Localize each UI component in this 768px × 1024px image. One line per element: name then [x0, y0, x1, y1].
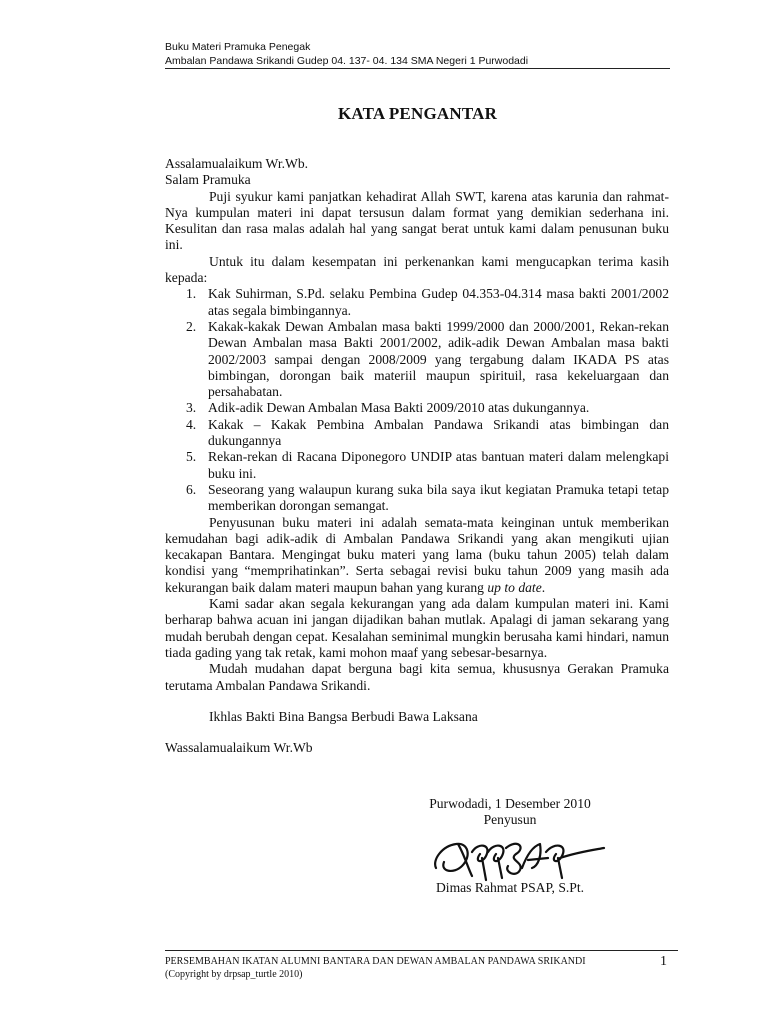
list-item: 3. Adik-adik Dewan Ambalan Masa Bakti 2009/2010 atas dukungannya.	[186, 400, 590, 416]
signer-role: Penyusun	[483, 812, 537, 828]
page-number: 1	[660, 954, 667, 969]
footer-line-2: (Copyright by drpsap_turtle 2010)	[165, 969, 303, 980]
header-divider	[165, 68, 670, 69]
list-item: 5. Rekan-rekan di Racana Diponegoro UNDIP atas bantuan materi dalam melengkapi buku ini.	[186, 449, 669, 481]
list-item: 4. Kakak – Kakak Pembina Ambalan Pandawa Srikandi atas bimbingan dan dukungannya	[186, 416, 669, 449]
page-title: KATA PENGANTAR	[337, 104, 498, 123]
closing-greeting: Wassalamualaikum Wr.Wb	[165, 740, 313, 756]
paragraph-2: Untuk itu dalam kesempatan ini perkenankan kami mengucapkan terima kasih kepada:	[165, 253, 669, 286]
italic-phrase: up to date	[487, 579, 542, 595]
footer-line-1: PERSEMBAHAN IKATAN ALUMNI BANTARA DAN DEWAN AMBALAN PANDAWA SRIKANDI	[165, 956, 586, 967]
footer-divider	[165, 950, 678, 951]
spacer	[165, 725, 669, 740]
handwritten-signature	[428, 832, 608, 882]
signature-block	[380, 796, 640, 829]
header-line-1: Buku Materi Pramuka Penegak	[165, 41, 311, 53]
place-date: Purwodadi, 1 Desember 2010	[429, 796, 591, 811]
paragraph-5: Mudah mudahan dapat berguna bagi kita semua, khususnya Gerakan Pramuka terutama Ambalan Pandawa Srikandi.	[165, 661, 669, 693]
motto: Ikhlas Bakti Bina Bangsa Berbudi Bawa Laksana	[209, 708, 478, 724]
page-footer	[165, 955, 645, 981]
document-body	[165, 156, 669, 756]
list-item: 2. Kakak-kakak Dewan Ambalan masa bakti 1999/2000 dan 2000/2001, Rekan-rekan Dewan Ambalan masa Bakti 2001/2002, adik-adik Dewan Ambalan masa bakti 2002/2003 sampai dengan 2008/2009 yang tergabung dalam IKADA PS atas bimbingan, dorongan baik materiil maupun spirituil, rasa kekeluargaan dan persahabatan.	[186, 318, 669, 400]
thanks-list	[165, 286, 669, 514]
spacer	[165, 694, 669, 709]
page-header	[165, 40, 670, 68]
header-line-2: Ambalan Pandawa Srikandi Gudep 04. 137- 04. 134 SMA Negeri 1 Purwodadi	[165, 55, 529, 67]
list-item: 6. Seseorang yang walaupun kurang suka bila saya ikut kegiatan Pramuka tetapi tetap memberikan dorongan semangat.	[186, 481, 669, 514]
paragraph-4: Kami sadar akan segala kekurangan yang ada dalam kumpulan materi ini. Kami berharap bahwa acuan ini jangan dijadikan bahan mutlak. Apalagi di jaman sekarang yang mudah berubah dengan cepat. Kesalahan seminimal mungkin berusaha kami hindari, namun tiada gading yang tak retak, kami mohon maaf yang sebesar-besarnya.	[165, 596, 669, 660]
signer-name: Dimas Rahmat PSAP, S.Pt.	[435, 880, 585, 895]
paragraph-1: Puji syukur kami panjatkan kehadirat Allah SWT, karena atas karunia dan rahmat-Nya kumpulan materi ini dapat tersusun dalam format yang demikian sederhana ini. Kesulitan dan rasa malas adalah hal yang sangat berat untuk kami dalam penusunan buku ini.	[165, 188, 669, 253]
greeting-line-1: Assalamualaikum Wr.Wb.	[165, 156, 309, 171]
paragraph-3: Penyusunan buku materi ini adalah semata-mata keinginan untuk memberikan kemudahan bagi adik-adik di Ambalan Pandawa Srikandi yang akan mengikuti ujian kecakapan Bantara. Mengingat buku materi yang lama (buku tahun 2005) telah dalam kondisi yang “memprihatinkan”. Serta sebagai revisi buku tahun 2009 yang masih ada kekurangan baik dalam materi maupun bahan yang kurang up to date.	[165, 514, 669, 595]
list-item: 1. Kak Suhirman, S.Pd. selaku Pembina Gudep 04.353-04.314 masa bakti 2001/2002 atas segala bimbingannya.	[186, 286, 669, 318]
greeting-line-2: Salam Pramuka	[165, 172, 251, 188]
